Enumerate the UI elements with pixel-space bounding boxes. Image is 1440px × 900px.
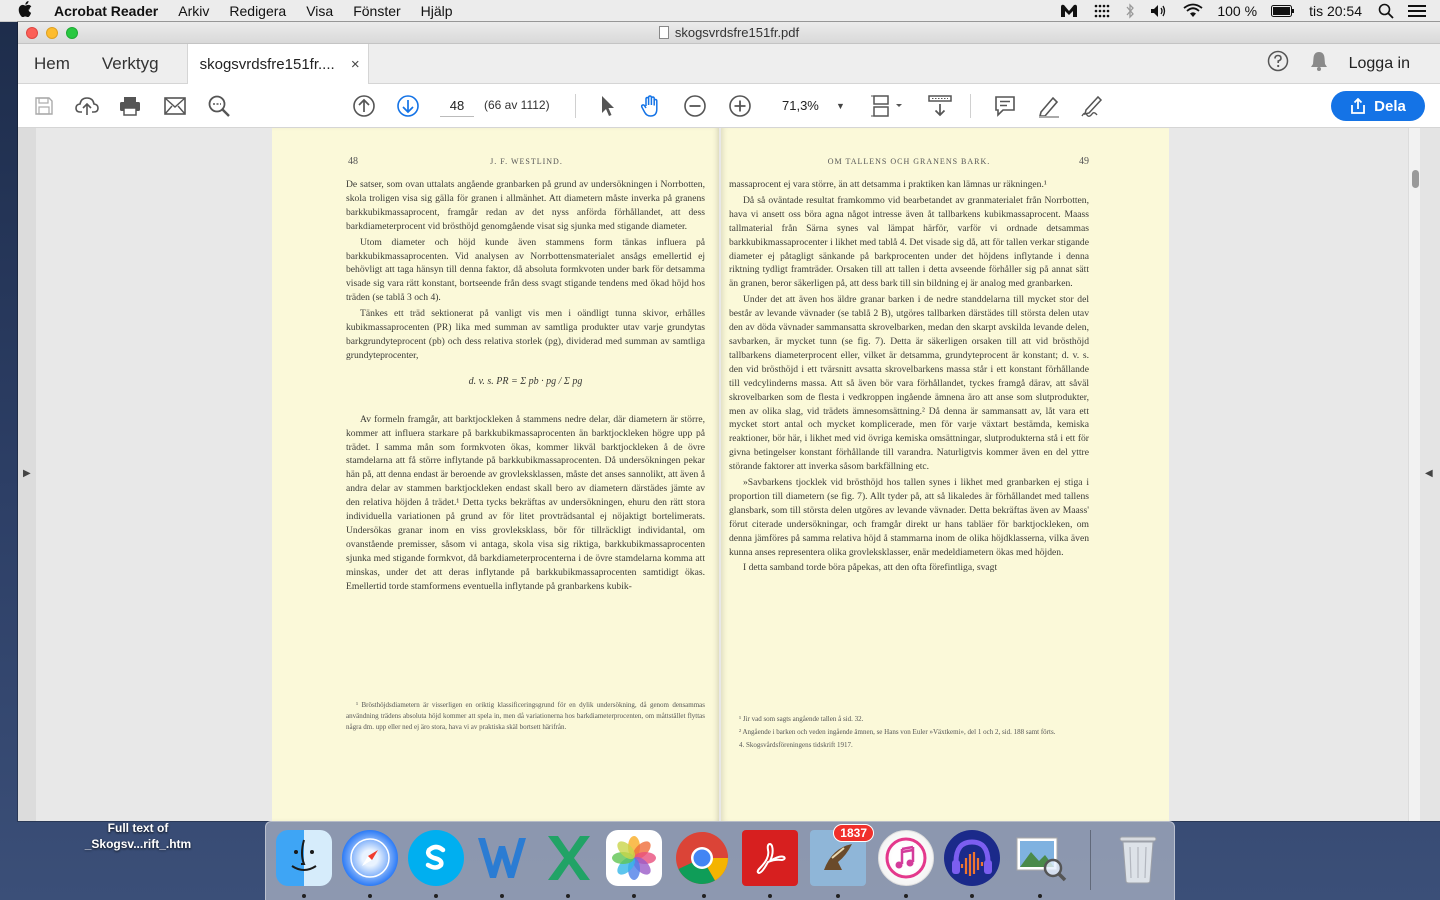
notification-center-icon[interactable] <box>1408 4 1426 18</box>
find-text-icon[interactable] <box>207 94 231 118</box>
page-body-right <box>729 178 1089 577</box>
running-indicator <box>836 894 840 898</box>
word-icon[interactable] <box>474 830 530 886</box>
menu-hjalp[interactable]: Hjälp <box>420 2 453 19</box>
notifications-bell-icon[interactable] <box>1309 50 1329 77</box>
wifi-icon[interactable] <box>1183 3 1203 19</box>
trash-icon[interactable] <box>1110 830 1166 886</box>
left-panel-toggle[interactable] <box>18 128 36 821</box>
expand-left-panel-icon[interactable]: ▶ <box>23 468 31 479</box>
zoom-out-icon[interactable] <box>683 94 707 118</box>
chrome-icon[interactable] <box>674 830 730 886</box>
close-tab-icon[interactable]: × <box>350 55 360 73</box>
tab-strip <box>18 44 1440 84</box>
pdf-file-icon <box>659 26 669 39</box>
login-link[interactable]: Logga in <box>1348 54 1410 72</box>
pdf-page-left <box>272 128 719 821</box>
itunes-icon[interactable] <box>878 830 934 886</box>
volume-icon[interactable] <box>1149 3 1169 19</box>
share-icon <box>1350 98 1366 114</box>
paragraph: massaprocent ej vara större, än att detsamma i praktiken kan lämnas ur räkningen.¹ <box>729 179 1047 190</box>
formula: d. v. s. PR = Σ pb · pg / Σ pg <box>468 375 583 387</box>
bluetooth-icon[interactable] <box>1125 3 1135 19</box>
share-button-label: Dela <box>1374 97 1406 115</box>
tab-strip-actions <box>1247 44 1440 83</box>
running-indicator <box>302 894 306 898</box>
menu-fonster[interactable]: Fönster <box>353 2 401 19</box>
finder-icon[interactable] <box>276 830 332 886</box>
right-panel-toggle[interactable] <box>1420 128 1440 821</box>
photos-icon[interactable] <box>606 830 662 886</box>
comment-icon[interactable] <box>993 94 1017 118</box>
running-indicator <box>904 894 908 898</box>
title-bar <box>18 22 1440 44</box>
tab-tools[interactable]: Verktyg <box>101 53 159 73</box>
tab-home[interactable]: Hem <box>34 53 70 73</box>
page-header-left <box>348 157 705 166</box>
print-icon[interactable] <box>118 94 142 118</box>
running-head-right: OM TALLENS OCH GRANENS BARK. <box>827 157 991 166</box>
footnotes-right <box>729 714 1089 753</box>
hand-tool-icon[interactable] <box>639 94 663 118</box>
footnote: 4. Skogsvårdsföreningens tidskrift 1917. <box>739 741 853 749</box>
running-indicator <box>1038 894 1042 898</box>
desktop-file-label[interactable]: Full text of _Skogsv...rift_.htm <box>84 821 192 851</box>
zoom-level-select[interactable]: 71,3% <box>782 98 819 113</box>
malwarebytes-icon[interactable] <box>1059 3 1079 19</box>
running-indicator <box>970 894 974 898</box>
running-head-left: J. F. WESTLIND. <box>490 157 563 166</box>
window-title-text: skogsvrdsfre151fr.pdf <box>674 25 800 40</box>
paragraph: Då så oväntade resultat framkommo vid bearbetandet av granmaterialet från Norrbotten, hava vi ansett oss böra agna något intresse även åt tallbarkens kubikmassaprocent. Maass tallmaterial från Särna synes val lämpat härför, varför vi ordnade detsammas barkkubikmassaprocenter i likhet med tablå 4. Det visade sig då, att för tallen verkar stigande diameter ej påtagligt sänkande på barkprocenten under det höjdens inflytande i denna riktning tydligt framträder. Orsaken till att tallen i detta avseende förhåller sig på annat sätt än granen, beror säkerligen på, att dess bark till sin bildning ej är analog med granbarken. <box>729 194 1089 290</box>
tab-document-label: skogsvrdsfre151fr.... <box>199 55 335 73</box>
upload-cloud-icon[interactable] <box>75 94 99 118</box>
document-viewport[interactable] <box>18 128 1440 821</box>
battery-icon[interactable] <box>1271 5 1295 17</box>
apple-menu-icon[interactable] <box>18 1 40 21</box>
help-icon[interactable] <box>1267 50 1289 77</box>
toolbar-divider <box>575 94 576 118</box>
running-indicator <box>632 894 636 898</box>
page-header-right <box>729 157 1089 166</box>
save-icon[interactable] <box>32 94 56 118</box>
dock-separator <box>1090 830 1091 890</box>
expand-right-panel-icon[interactable]: ◀ <box>1425 468 1433 479</box>
mail-icon[interactable] <box>810 826 867 886</box>
running-indicator <box>566 894 570 898</box>
main-toolbar <box>18 84 1440 128</box>
email-icon[interactable] <box>163 94 187 118</box>
acrobat-window <box>18 22 1440 821</box>
page-number-input[interactable] <box>440 95 474 117</box>
window-title <box>18 25 1440 40</box>
menu-bar <box>0 0 1440 22</box>
menu-app-name[interactable]: Acrobat Reader <box>54 2 159 19</box>
select-cursor-icon[interactable] <box>596 94 620 118</box>
skype-icon[interactable] <box>408 830 464 886</box>
paragraph: Tänkes ett träd sektionerat på vanligt vis men i oändligt tunna skivor, erhålles kubikmassaprocenten (PR) lika med summan av samtliga produkter utav varje grundytas barkgrundyteprocent (pb) och dess relativa storlek (pg), dividerad med summan av samtliga grundyteprocenter, <box>346 308 705 361</box>
running-indicator <box>702 894 706 898</box>
paragraph: Av formeln framgår, att barktjockleken å stammens nedre delar, där diametern är större, kommer att influera starkare på barkkubikmassaprocenten än barktjockleken högre upp på trädet. I samma mån som formkvoten ökas, kommer likväl barktjockleken å de övre stamdelarna att få större inflytande på barkkubikmassaprocenten. Då undersökningen pekar hän på, att denna endast är beroende av grovleksklassen, måste det anses sannolikt, att även å andra delar av stammen barktjockleken endast skall bero av diametern därstädes jämte av den relativa höjden å trädet.¹ Detta tycks bekräftas av undersökningen, ehuru den rätt stora individuella variationen på grund av för litet provträdsantal ej nöjaktigt bortelimerats. Undersökas granar inom en viss grovleksklass, bör för tillräckligt individantal, om ovanstående premisser, såsom vi antaga, skola visa sig riktiga, barkkubikmassaprocenten sjunka med stigande formkvot, då barkdiameterprocenterna i de övre stamdelarna komma att minskas, under det att deras inflytande på barkkubikmassaprocenten samtidigt ökas. Emellertid torde stamformens eventuella inflytande på granbarkens kubik- <box>346 413 705 592</box>
menubar-clock[interactable]: tis 20:54 <box>1309 2 1362 19</box>
dock <box>265 821 1175 900</box>
footnote: ² Angående i barken och veden ingående ämnen, se Hans von Euler »Växtkemi», del 1 och 2, sid. 188 samt förts. <box>739 728 1056 736</box>
paragraph: I detta samband torde böra påpekas, att den ofta förefintliga, svagt <box>743 562 998 574</box>
running-indicator <box>368 894 372 898</box>
zoom-in-icon[interactable] <box>728 94 752 118</box>
share-button[interactable] <box>1331 91 1425 121</box>
mail-unread-badge: 1837 <box>833 824 874 842</box>
running-indicator <box>434 894 438 898</box>
scrollbar-thumb[interactable] <box>1412 170 1419 188</box>
safari-icon[interactable] <box>342 830 398 886</box>
page-display-icon[interactable] <box>870 94 906 118</box>
footnote: ¹ Brösthöjdsdiametern är visserligen en oriktig klassificeringsgrund för en dylik undersökning, då genom densammas användning trädens absoluta höjd kommer att spela in, men då variationerna hos barkdiameterprocenten, om måttstället flyttas några dm. upp eller ned ej äro stora, hava vi av praktiska skäl bortsett härifrån. <box>346 701 705 731</box>
page-count-label: (66 av 1112) <box>484 98 550 112</box>
acrobat-reader-icon[interactable] <box>742 830 798 886</box>
menu-redigera[interactable]: Redigera <box>229 2 287 19</box>
zoom-dropdown-icon[interactable]: ▼ <box>836 101 845 111</box>
paragraph: Utom diameter och höjd kunde även stammens form tänkas influera på barkkubikmassaprocenten. Vid analysen av Norrbottensmaterialet ansågs emellertid ej behövligt att taga hänsyn till denna faktor, då absoluta formkvoten under bark för detsamma visade sig vara rätt konstant, bortseende från dess svagt stigande tendens med ökad höjd hos träden (se tablå 3 och 4). <box>346 236 705 304</box>
pdf-page-right <box>721 128 1169 821</box>
excel-icon[interactable] <box>540 830 596 886</box>
menu-arkiv[interactable]: Arkiv <box>178 2 210 19</box>
tab-document[interactable] <box>187 44 369 84</box>
running-indicator <box>500 894 504 898</box>
toolbar-divider <box>970 94 971 118</box>
vertical-scrollbar[interactable] <box>1408 128 1420 821</box>
spotlight-search-icon[interactable] <box>1378 3 1394 19</box>
page-body-left <box>346 178 705 595</box>
paragraph: Under det att även hos äldre granar barken i de nedre standdelarna till mycket stor del består av levande vävnader (se tablå 2 B), utgöres tallbarken därstädes till största delen utav den av döda vävnader sammansatta skrovelbarken, medan den skarpt avskilda levande delen, savbarken, är mycket tunn (se fig. 7). Detta är säkerligen orsaken till att vid brösthöjd tallbarkens diameterprocent eller, vilket är detsamma, grundyteprocent är konstant; d. v. s. den vid brösthöjd i ett tvärsnitt avsatta skrovelbarkens massa står i ett konstant förhållande till vedcylinderns massa. Att så även bör vara förhållandet, tyckes framgå därav, att såväl skrovelbarken som de flesta i vedkroppen ingående ämnena äro att anse som slutprodukter, men av olika slag, vid trädets ämnesomsättning.² Då denna är sammansatt av, låt vara ett mycket stort antal och mycket komplicerade, men för varje växtart bestämda, kemiska reaktioner, bör här, i likhet med vid övriga kemiska omsättningar, slutprodukterna stå i ett för givna betingelser konstant förhållande till varandra. Naturligtvis kommer även en del yttre störande faktorer att inverka såsom barkfällning etc. <box>729 294 1089 473</box>
preview-icon[interactable] <box>1012 830 1068 886</box>
sign-pen-icon[interactable] <box>1080 94 1104 118</box>
footnote: ¹ Jir vad som sagts angående tallen å sid. 32. <box>739 715 864 723</box>
battery-percent: 100 % <box>1217 2 1258 19</box>
audacity-icon[interactable] <box>944 830 1000 886</box>
next-page-icon[interactable] <box>396 94 420 118</box>
paragraph: »Savbarkens tjocklek vid brösthöjd hos tallen synes i likhet med granbarken ej stiga i proportion till diametern (se fig. 7). Allt tyder på, att så likaledes är förhållandet med tallens glansbark, som till största delen utgöres av levande vävnader. Detta bekräftas även av Maass' förut citerade undersökningar, och framgår direkt ur hans tabläer för barktjockleken, om denna jämföres på samma relativa höjd å stammarna inom de olika höjdklasserna, vilka även kunna anses representera olika grovleksklasser, enär medeldiametern ökas med höjden. <box>729 477 1089 558</box>
footnotes-left <box>346 700 705 735</box>
highlight-pen-icon[interactable] <box>1037 94 1061 118</box>
grid-dots-icon[interactable] <box>1093 3 1111 19</box>
paragraph: De satser, som ovan uttalats angående granbarken på grund av undersökningen i Norrbotten, skola troligen visa sig gälla för granen i allmänhet. Att diametern måste inverka på granens barkkubikmassaprocent, framgår redan av det nyss anförda förhållandet, att dess barkdiameterprocent vid brösthöjd genomgående visat sig sjunka med stigande diameter. <box>346 179 705 232</box>
menu-visa[interactable]: Visa <box>306 2 334 19</box>
scroll-mode-icon[interactable] <box>927 94 953 118</box>
previous-page-icon[interactable] <box>352 94 376 118</box>
page-number-right: 49 <box>1079 156 1089 167</box>
running-indicator <box>768 894 772 898</box>
page-number-left: 48 <box>348 156 358 167</box>
